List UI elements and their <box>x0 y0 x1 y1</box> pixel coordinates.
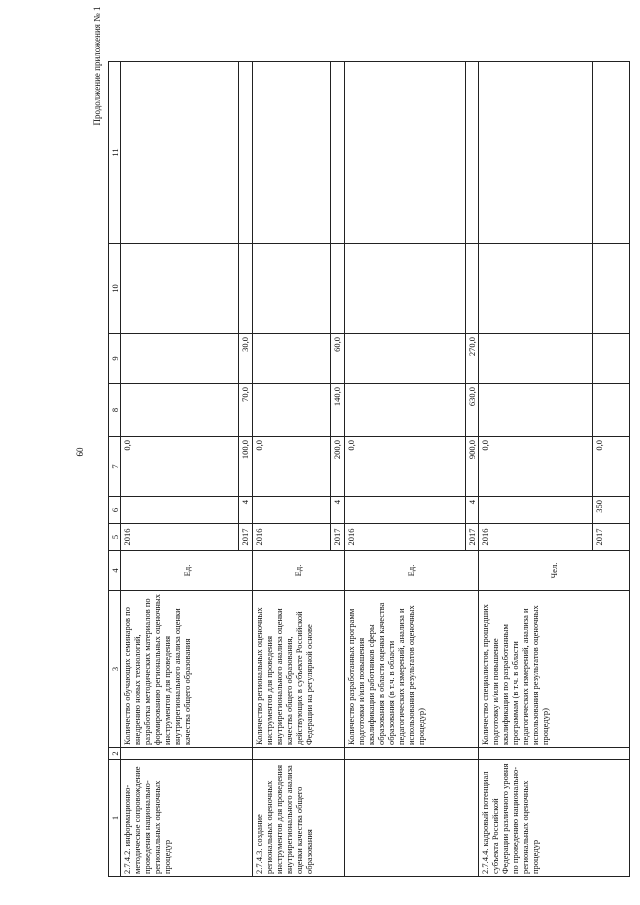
column-number-header: 4 <box>109 551 121 591</box>
value-cell <box>479 334 593 384</box>
value-cell: 30,0 <box>239 334 252 384</box>
indicator-cell: 2.7.4.2. информационно-методическое сопровождение проведения национально-региональных оценочных процедур <box>121 760 252 877</box>
value-cell: 0,0 <box>344 437 465 497</box>
measure-cell: Количество региональных оценочных инструментов для проведения внутрирегионального анализа оценки качества общего образования, действующих в субъекте Российской Федерации на регулярной основе <box>252 591 344 748</box>
column-number-header: 2 <box>109 748 121 760</box>
table-row <box>479 62 593 877</box>
empty-cell <box>121 748 252 760</box>
value-cell <box>252 334 331 384</box>
column-number-row <box>109 62 121 877</box>
value-cell <box>252 384 331 437</box>
value-cell <box>479 62 593 244</box>
unit-cell: Ед. <box>121 551 252 591</box>
column-number-header: 10 <box>109 244 121 334</box>
value-cell <box>344 244 465 334</box>
value-cell: 100,0 <box>239 437 252 497</box>
year-cell: 2016 <box>121 524 239 551</box>
unit-cell: Ед. <box>252 551 344 591</box>
indicators-table <box>108 61 630 877</box>
column-number-header: 1 <box>109 760 121 877</box>
measure-cell: Количество специалистов, прошедших подготовку и/или повышение квалификации по разработанным программам (в т.ч. в области педагогических измерений, анализа и использования результатов оценочных процедур) <box>479 591 630 748</box>
column-number-header: 5 <box>109 524 121 551</box>
value-cell <box>592 62 629 244</box>
value-cell: 350 <box>592 497 629 524</box>
table-row <box>252 62 331 877</box>
year-cell: 2017 <box>331 524 344 551</box>
value-cell <box>344 62 465 244</box>
value-cell: 4 <box>239 497 252 524</box>
value-cell <box>479 384 593 437</box>
value-cell: 0,0 <box>479 437 593 497</box>
measure-cell: Количество разработанных программ подготовки и/или повышения квалификации работников сферы образования в области оценки качества образования (в т.ч. в области педагогических измерений, анализа и использования результатов оценочных процедур) <box>344 591 478 748</box>
value-cell: 70,0 <box>239 384 252 437</box>
value-cell <box>239 62 252 244</box>
value-cell: 0,0 <box>121 437 239 497</box>
value-cell <box>344 497 465 524</box>
value-cell: 630,0 <box>465 384 478 437</box>
value-cell <box>465 244 478 334</box>
value-cell: 140,0 <box>331 384 344 437</box>
year-cell: 2016 <box>344 524 465 551</box>
column-number-header: 7 <box>109 437 121 497</box>
empty-cell <box>344 748 478 760</box>
value-cell <box>479 497 593 524</box>
empty-cell <box>252 748 344 760</box>
table-row <box>121 62 239 877</box>
value-cell <box>344 334 465 384</box>
value-cell: 270,0 <box>465 334 478 384</box>
column-number-header: 8 <box>109 384 121 437</box>
value-cell <box>121 244 239 334</box>
value-cell <box>331 62 344 244</box>
indicator-cell: 2.7.4.4. кадровый потенциал субъекта Российской Федерации различного уровня по проведению национально-региональных оценочных процедур <box>479 760 630 877</box>
value-cell: 4 <box>331 497 344 524</box>
year-cell: 2017 <box>239 524 252 551</box>
unit-cell: Чел. <box>479 551 630 591</box>
value-cell <box>344 384 465 437</box>
value-cell <box>252 62 331 244</box>
value-cell <box>121 62 239 244</box>
table-row <box>344 62 465 877</box>
value-cell <box>121 334 239 384</box>
rotated-table-wrapper <box>108 62 630 877</box>
column-number-header: 6 <box>109 497 121 524</box>
value-cell <box>252 244 331 334</box>
value-cell <box>252 497 331 524</box>
value-cell <box>331 244 344 334</box>
value-cell: 900,0 <box>465 437 478 497</box>
year-cell: 2016 <box>479 524 593 551</box>
value-cell <box>592 334 629 384</box>
unit-cell: Ед. <box>344 551 478 591</box>
year-cell: 2017 <box>592 524 629 551</box>
column-number-header: 11 <box>109 62 121 244</box>
value-cell: 0,0 <box>252 437 331 497</box>
indicator-cell: 2.7.4.3. создание региональных оценочных инструментов для проведения внутрирегионального анализа оценки качества общего образования <box>252 760 344 877</box>
value-cell <box>121 497 239 524</box>
measure-cell: Количество обучающих семинаров по внедрению новых технологий, разработка методических материалов по формированию региональных оценочных инструментов для проведения внутрирегионального анализа оценки качества общего образования <box>121 591 252 748</box>
value-cell <box>121 384 239 437</box>
value-cell: 0,0 <box>592 437 629 497</box>
year-cell: 2016 <box>252 524 331 551</box>
page-number: 60 <box>75 447 85 457</box>
appendix-note: Продолжение приложения № 1 <box>92 6 102 126</box>
year-cell: 2017 <box>465 524 478 551</box>
value-cell <box>465 62 478 244</box>
column-number-header: 3 <box>109 591 121 748</box>
value-cell <box>479 244 593 334</box>
value-cell <box>592 384 629 437</box>
indicator-cell <box>344 760 478 877</box>
value-cell: 60,0 <box>331 334 344 384</box>
value-cell: 4 <box>465 497 478 524</box>
column-number-header: 9 <box>109 334 121 384</box>
value-cell: 200,0 <box>331 437 344 497</box>
value-cell <box>239 244 252 334</box>
empty-cell <box>479 748 630 760</box>
value-cell <box>592 244 629 334</box>
